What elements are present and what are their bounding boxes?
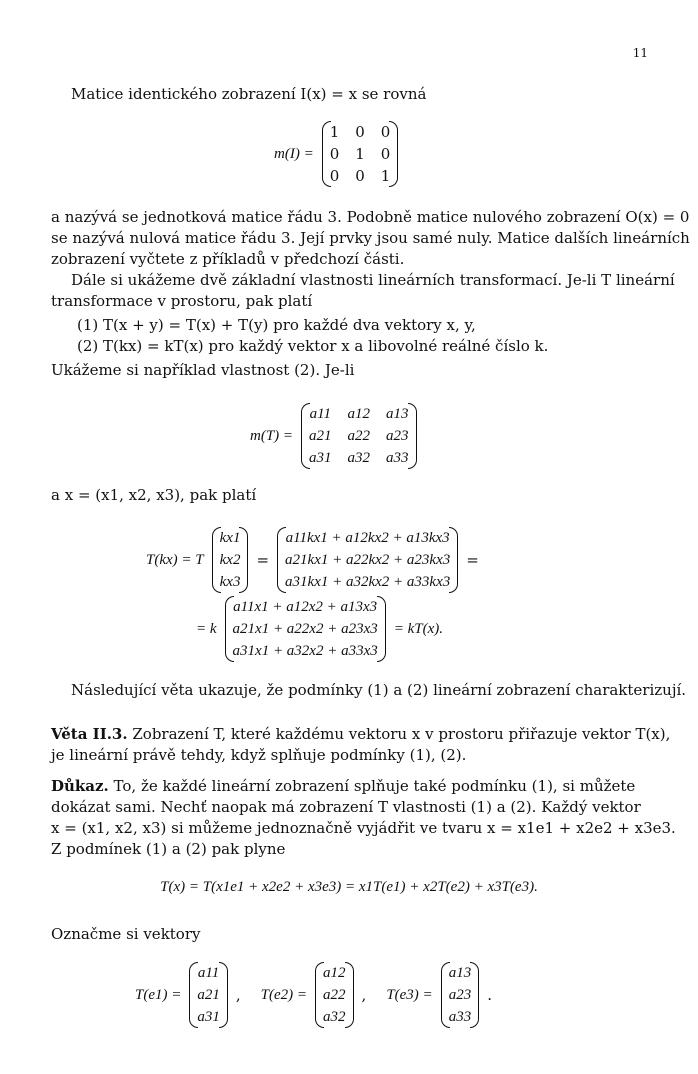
paragraph-line: zobrazení vyčtete z příkladů v předchozí části. (51, 250, 405, 268)
paragraph-identity: Matice identického zobrazení I(x) = x se rovná (71, 85, 427, 103)
matrix-cell: 1 (355, 145, 365, 163)
vector-cell: a11x1 + a12x2 + a13x3 (233, 598, 378, 615)
proof-line: Z podmínek (1) a (2) pak plyne (51, 840, 286, 858)
identity-matrix-equation (274, 121, 398, 187)
vector-label: T(e1) = (135, 986, 182, 1003)
matrix-cell: a13 (386, 405, 409, 422)
vector-Te2 (315, 962, 354, 1028)
matrix-cell: a12 (347, 405, 371, 422)
vector-cell: kx2 (219, 551, 241, 568)
equation-Tkx (146, 527, 479, 593)
vector-label: T(e3) = (386, 986, 433, 1003)
paragraph-line: a nazývá se jednotková matice řádu 3. Podobně matice nulového zobrazení O(x) = 0 (51, 208, 690, 226)
matrix-cell: a21 (309, 427, 332, 444)
vector-cell: a21kx1 + a22kx2 + a23kx3 (285, 551, 451, 568)
product-matrix (225, 596, 386, 662)
property-item-1: (1) T(x + y) = T(x) + T(y) pro každé dva vektory x, y, (77, 316, 476, 334)
paragraph-line: Ukážeme si například vlastnost (2). Je-li (51, 361, 355, 379)
proof-line: x = (x1, x2, x3) si můžeme jednoznačně vyjádřit ve tvaru x = x1e1 + x2e2 + x3e3. (51, 819, 676, 837)
vector-cell: a12 (323, 964, 346, 981)
vector-cell: a21 (197, 986, 220, 1003)
matrix-label: m(T) = (250, 427, 294, 444)
vector-cell: a31kx1 + a32kx2 + a33kx3 (285, 573, 451, 590)
separator: , (235, 986, 241, 1004)
paragraph-line: Následující věta ukazuje, že podmínky (1) a (2) lineární zobrazení charakterizují. (71, 681, 687, 699)
vector-cell: kx1 (219, 529, 241, 546)
matrix-cell: 0 (380, 123, 391, 141)
paragraph-line: a x = (x1, x2, x3), pak platí (51, 486, 257, 504)
vector-cell: a21x1 + a22x2 + a23x3 (232, 620, 378, 637)
matrix-cell: 0 (355, 123, 365, 141)
proof-line (51, 776, 648, 796)
matrix-cell: 0 (380, 145, 391, 163)
theorem-line (51, 724, 671, 744)
vector-label: T(e2) = (260, 986, 308, 1003)
equals-sign: = (466, 551, 479, 569)
product-matrix-k (277, 527, 458, 593)
vector-cell: a31 (197, 1008, 220, 1025)
matrix-cell: 0 (355, 167, 365, 185)
theorem-label: Věta II.3. (51, 725, 128, 743)
vector-cell: a32 (323, 1008, 346, 1025)
separator: , (361, 986, 367, 1004)
paragraph-line: se nazývá nulová matice řádu 3. Její prvky jsou samé nuly. Matice dalších lineárních (51, 229, 690, 247)
proof-line: dokázat sami. Nechť naopak má zobrazení T vlastnosti (1) a (2). Každý vektor (51, 798, 641, 816)
vector-cell: a22 (323, 986, 346, 1003)
equation-lhs: T(kx) = T (146, 551, 204, 568)
theorem-line: je lineární právě tehdy, když splňuje podmínky (1), (2). (51, 746, 467, 764)
identity-matrix (322, 121, 399, 187)
matrix-cell: a11 (309, 405, 331, 422)
vector-cell: a11 (197, 964, 220, 981)
vector-kx (212, 527, 249, 593)
paragraph-line: Dále si ukážeme dvě základní vlastnosti lineárních transformací. Je-li T lineární (71, 271, 675, 289)
vector-cell: kx3 (219, 573, 241, 590)
vector-Te3 (441, 962, 480, 1028)
period: . (487, 986, 492, 1004)
matrix-cell: 0 (329, 167, 340, 185)
equation-kTx (196, 596, 443, 662)
vector-cell: a23 (448, 986, 472, 1003)
vector-cell: a33 (448, 1008, 472, 1025)
vector-cell: a13 (448, 964, 472, 981)
theorem-text: Zobrazení T, které každému vektoru x v prostoru přiřazuje vektor T(x), (127, 725, 671, 743)
matrix-cell: 1 (329, 123, 340, 141)
matrix-label: m(I) = (274, 145, 314, 162)
proof-text: To, že každé lineární zobrazení splňuje také podmínku (1), si můžete (108, 777, 636, 795)
proof-label: Důkaz. (51, 777, 109, 795)
vector-cell: a11kx1 + a12kx2 + a13kx3 (285, 529, 450, 546)
equation-rhs: = kT(x). (393, 620, 444, 637)
equals-sign: = (256, 551, 270, 569)
matrix-cell: a31 (309, 449, 332, 466)
equation-Tx-expansion: T(x) = T(x1e1 + x2e2 + x3e3) = x1T(e1) + x2T(e2) + x3T(e3). (160, 879, 538, 895)
vector-cell: a31x1 + a32x2 + a33x3 (232, 642, 378, 659)
page-number: 11 (632, 46, 648, 60)
matrix-cell: 0 (329, 145, 340, 163)
matrix-cell: a22 (347, 427, 371, 444)
property-item-2: (2) T(kx) = kT(x) pro každý vektor x a libovolné reálné číslo k. (77, 337, 549, 355)
paragraph-line: Označme si vektory (51, 925, 201, 943)
equation-lhs: = k (196, 620, 217, 637)
vector-Te1 (189, 962, 228, 1028)
column-vectors-equation (135, 962, 492, 1028)
matrix-cell: a32 (347, 449, 371, 466)
matrix-cell: 1 (380, 167, 391, 185)
matrix-T (301, 403, 417, 469)
matrix-T-equation (250, 403, 417, 469)
matrix-cell: a33 (386, 449, 409, 466)
matrix-cell: a23 (386, 427, 409, 444)
paragraph-line: transformace v prostoru, pak platí (51, 292, 313, 310)
